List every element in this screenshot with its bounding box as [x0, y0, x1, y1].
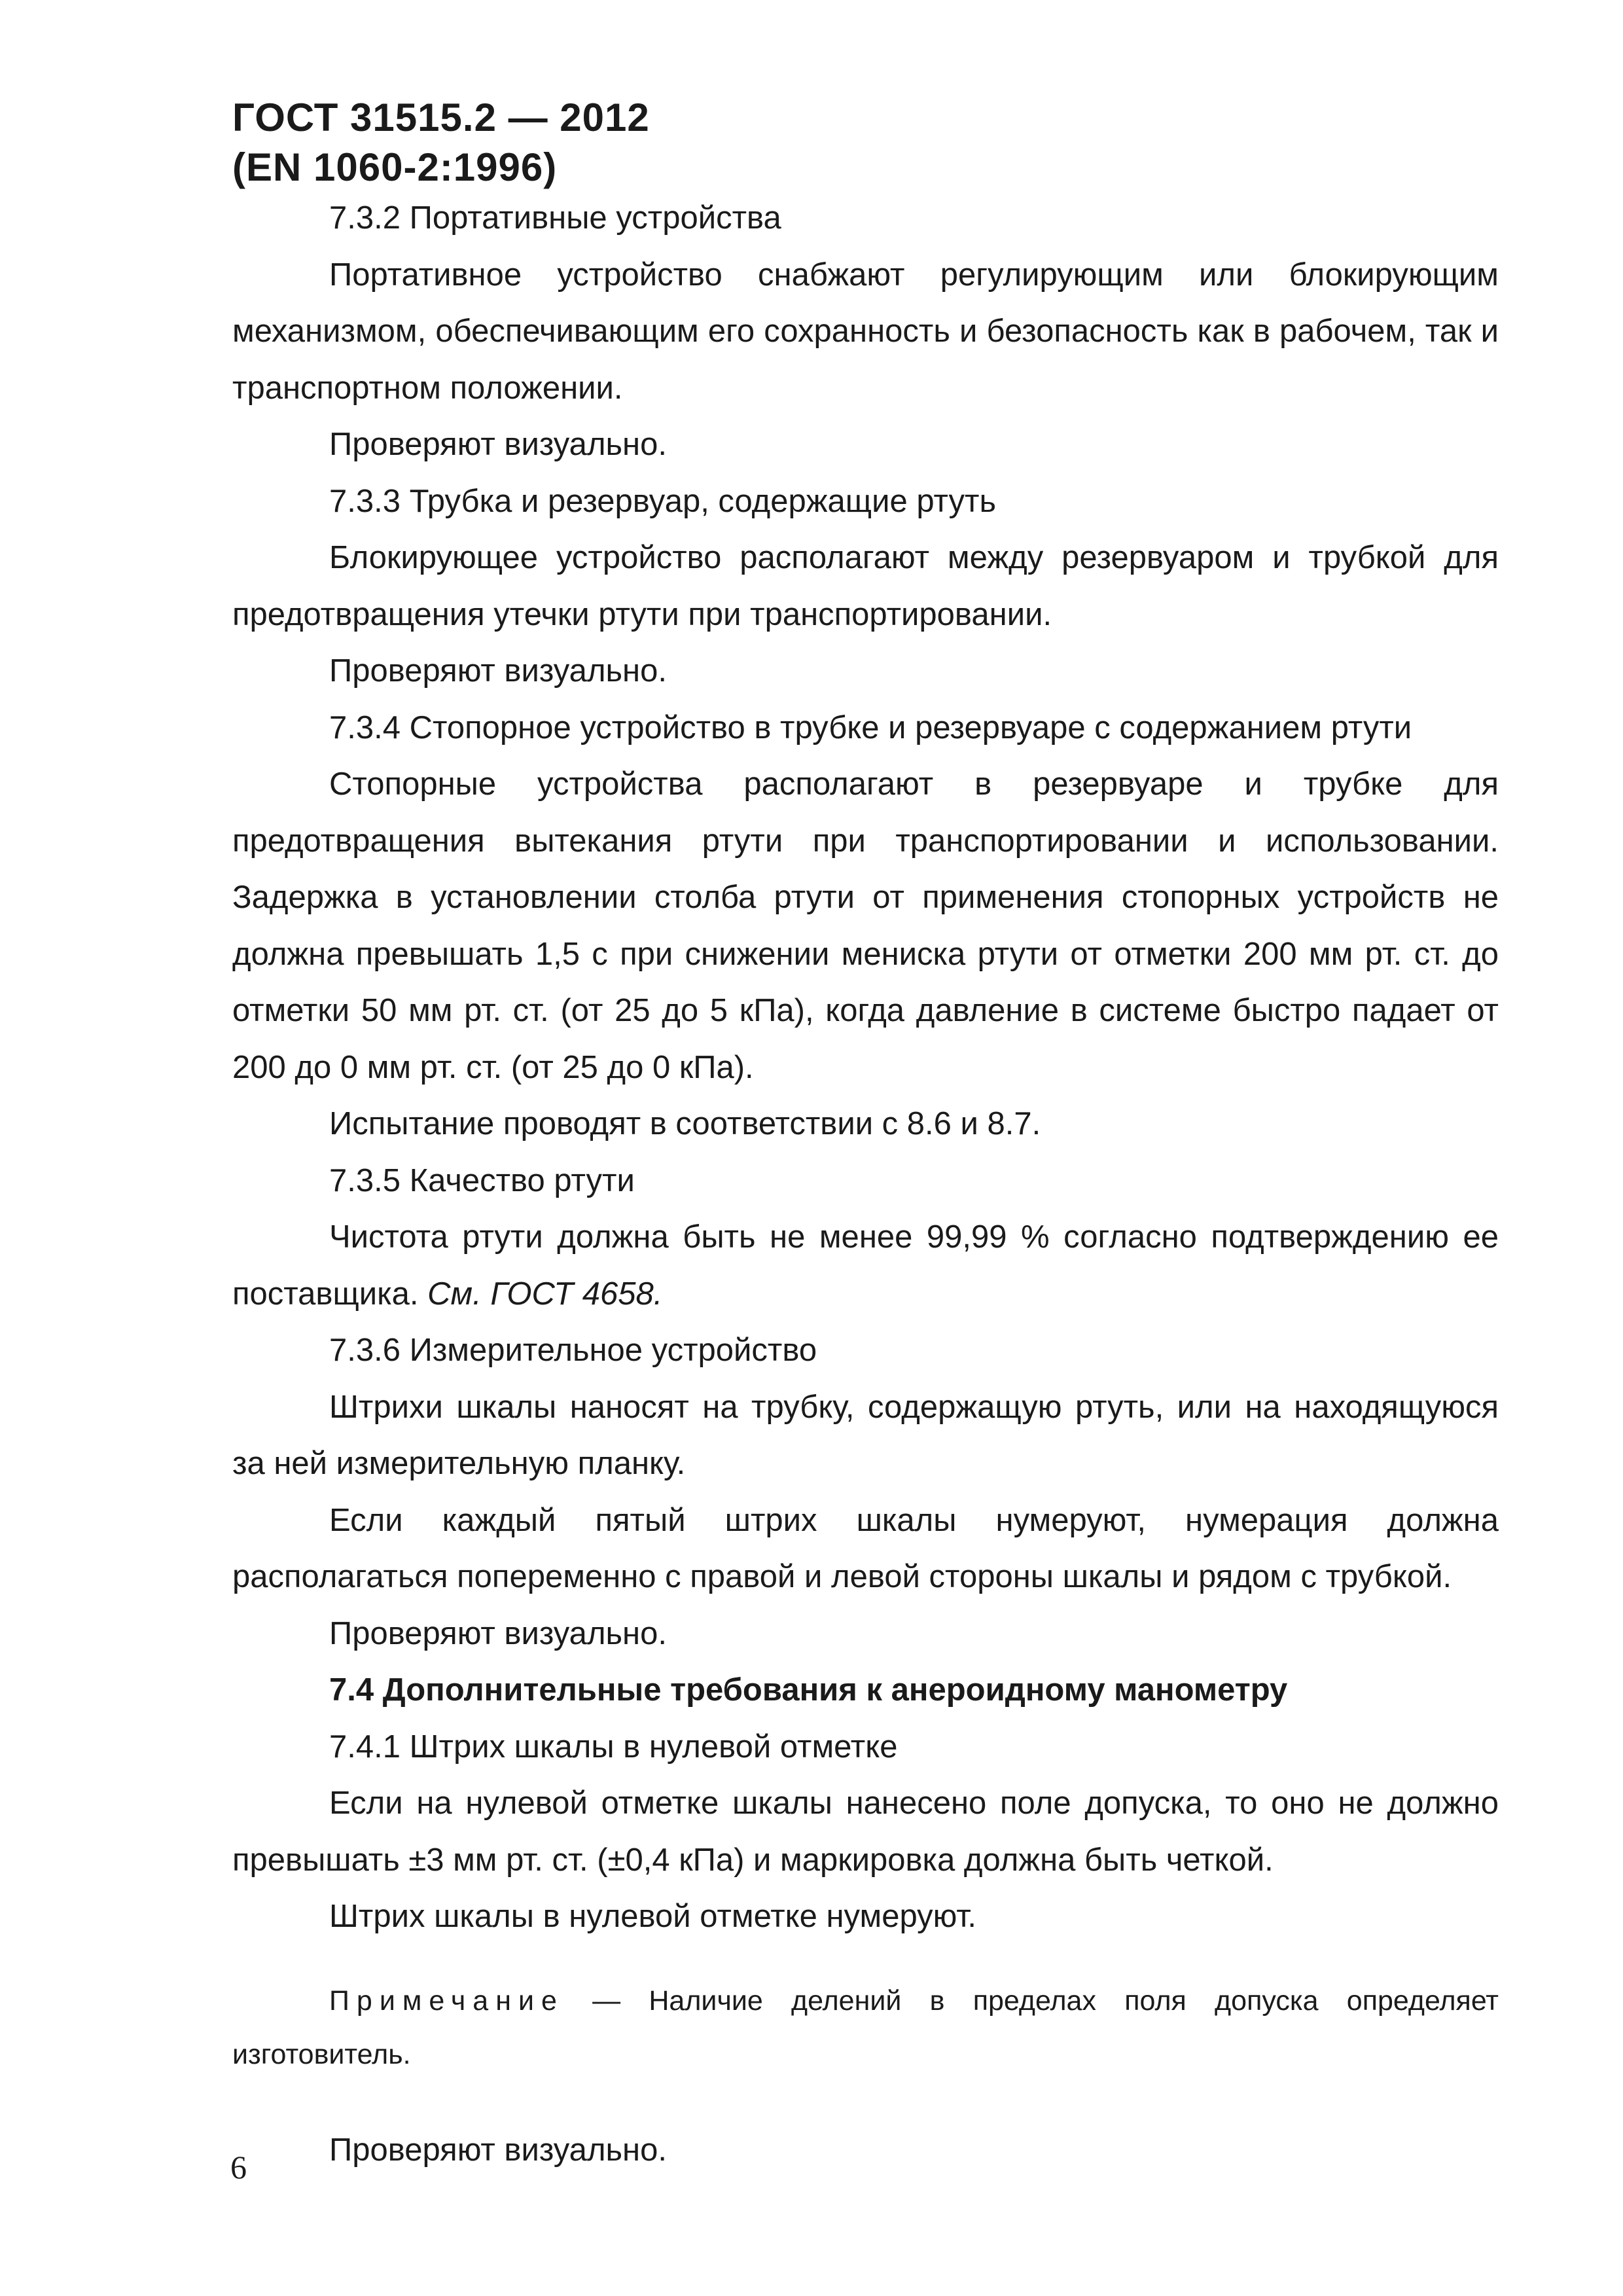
verification-note: Проверяют визуально.: [329, 1615, 667, 1651]
note-label: Примечание: [329, 1984, 564, 2017]
standard-equivalent: (EN 1060-2:1996): [232, 145, 558, 189]
clause-heading-7-3-3: 7.3.3 Трубка и резервуар, содержащие ртуть: [329, 483, 996, 519]
clause-text-7-3-6-a: Штрихи шкалы наносят на трубку, содержащую ртуть, или на находящуюся за ней измерительную планку.: [232, 1389, 1499, 1481]
test-reference: Испытание проводят в соответствии с 8.6 и 8.7.: [329, 1106, 1041, 1141]
standard-designation: ГОСТ 31515.2 — 2012: [232, 96, 650, 139]
clause-text-7-3-2: Портативное устройство снабжают регулирующим или блокирующим механизмом, обеспечивающим его сохранность и безопасность как в рабочем, так и транспортном положении.: [232, 257, 1499, 406]
clause-text-7-4-1: Если на нулевой отметке шкалы нанесено поле допуска, то оно не должно превышать ±3 мм рт. ст. (±0,4 кПа) и маркировка должна быть четкой.: [232, 1785, 1499, 1878]
clause-text-7-3-3: Блокирующее устройство располагают между резервуаром и трубкой для предотвращения утечки ртути при транспортировании.: [232, 540, 1499, 632]
verification-note: Проверяют визуально.: [329, 653, 667, 689]
verification-note: Проверяют визуально.: [329, 427, 667, 462]
clause-heading-7-3-2: 7.3.2 Портативные устройства: [329, 200, 781, 236]
clause-heading-7-3-5: 7.3.5 Качество ртути: [329, 1162, 635, 1198]
verification-note-final: Проверяют визуально.: [329, 2132, 667, 2168]
clause-heading-7-3-4: 7.3.4 Стопорное устройство в трубке и резервуаре с содержанием ртути: [329, 709, 1412, 745]
clause-text-7-3-5: [232, 1209, 1499, 1322]
clause-text-7-3-6-b: Если каждый пятый штрих шкалы нумеруют, нумерация должна располагаться попеременно с правой и левой стороны шкалы и рядом с трубкой.: [232, 1502, 1499, 1594]
page-number: 6: [230, 2149, 247, 2185]
standard-header: [232, 93, 650, 192]
section-heading-7-4: 7.4 Дополнительные требования к анероидному манометру: [329, 1672, 1288, 1708]
standard-cross-reference: См. ГОСТ 4658.: [427, 1276, 663, 1312]
purity-text: Чистота ртути должна быть не менее 99,99 % согласно подтверждению ее поставщика.: [232, 1219, 1499, 1312]
note-block: [232, 1974, 1499, 2081]
clause-text-7-3-4: Стопорные устройства располагают в резервуаре и трубке для предотвращения вытекания ртути при транспортировании и использовании. Задержка в установлении столба ртути от применения стопорных устройств не должна превышать 1,5 с при снижении мениска ртути от отметки 200 мм рт. ст. до отметки 50 мм рт. ст. (от 25 до 5 кПа), когда давление в системе быстро падает от 200 до 0 мм рт. ст. (от 25 до 0 кПа).: [232, 766, 1499, 1085]
clause-heading-7-3-6: 7.3.6 Измерительное устройство: [329, 1333, 817, 1368]
note-text: — Наличие делений в пределах поля допуска определяет изготовитель.: [232, 1984, 1499, 2070]
document-body: [232, 190, 1499, 2178]
clause-heading-7-4-1: 7.4.1 Штрих шкалы в нулевой отметке: [329, 1729, 898, 1765]
clause-text-7-4-1-numbering: Штрих шкалы в нулевой отметке нумеруют.: [329, 1899, 976, 1934]
